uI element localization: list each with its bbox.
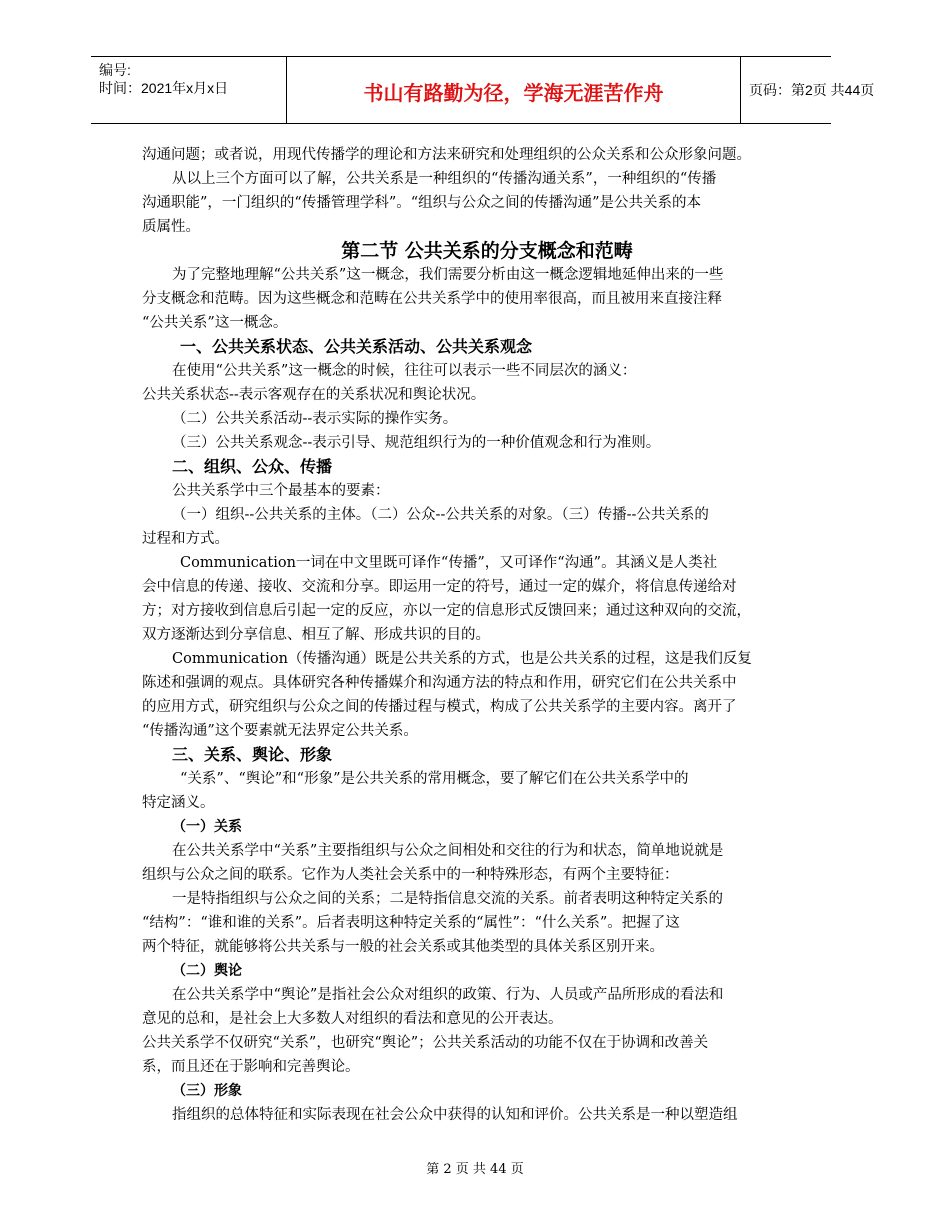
date-label: 时间：2021年x月x日	[99, 80, 229, 96]
paragraph: 双方逐渐达到分享信息、相互了解、形成共识的目的。	[142, 627, 490, 643]
paragraph: “关系”、“舆论”和“形象”是公共关系的常用概念，要了解它们在公共关系学中的	[180, 771, 689, 787]
paragraph: 一是特指组织与公众之间的关系；二是特指信息交流的关系。前者表明这种特定关系的	[172, 891, 723, 907]
header-motto: 书山有路勤为径，学海无涯苦作舟	[363, 81, 664, 105]
subheading-image: （三）形象	[172, 1083, 242, 1099]
paragraph: 组织与公众之间的联系。它作为人类社会关系中的一种特殊形态，有两个主要特征：	[142, 867, 679, 883]
page-footer: 第 2 页 共 44 页	[426, 1162, 524, 1177]
paragraph: 方；对方接收到信息后引起一定的反应，亦以一定的信息形式反馈回来；通过这种双向的交流，	[142, 603, 751, 619]
paragraph: 为了完整地理解“公共关系”这一概念，我们需要分析由这一概念逻辑地延伸出来的一些	[172, 267, 724, 283]
paragraph: 沟通问题；或者说，用现代传播学的理论和方法来研究和处理组织的公众关系和公众形象问题。	[142, 147, 751, 163]
paragraph: （一）组织--公共关系的主体。（二）公众--公共关系的对象。（三）传播--公共关系的	[172, 507, 709, 523]
heading-1: 一、公共关系状态、公共关系活动、公共关系观念	[180, 337, 533, 356]
paragraph: 指组织的总体特征和实际表现在社会公众中获得的认知和评价。公共关系是一种以塑造组	[172, 1107, 738, 1123]
paragraph: 在公共关系学中“舆论”是指社会公众对组织的政策、行为、人员或产品所形成的看法和	[172, 987, 724, 1003]
paragraph: 从以上三个方面可以了解，公共关系是一种组织的“传播沟通关系”，一种组织的“传播	[172, 171, 717, 187]
paragraph: （三）公共关系观念--表示引导、规范组织行为的一种价值观念和行为准则。	[172, 435, 661, 451]
header-page-info: 页码：第2页 共44页	[749, 82, 875, 98]
paragraph: 意见的总和，是社会上大多数人对组织的看法和意见的公开表达。	[142, 1011, 563, 1027]
page-header	[91, 56, 875, 124]
heading-3: 三、关系、舆论、形象	[172, 745, 333, 764]
paragraph: 在公共关系学中“关系”主要指组织与公众之间相处和交往的行为和状态，简单地说就是	[172, 843, 724, 859]
paragraph: Communication一词在中文里既可译作“传播”，又可译作“沟通”。其涵义是人类社	[180, 555, 718, 571]
paragraph: “结构”：“谁和谁的关系”。后者表明这种特定关系的“属性”：“什么关系”。把握了这	[142, 915, 680, 931]
paragraph: 过程和方式。	[142, 531, 229, 547]
paragraph: “传播沟通”这个要素就无法界定公共关系。	[142, 723, 418, 739]
header-page-cell	[741, 57, 875, 123]
paragraph: 的应用方式，研究组织与公众之间的传播过程与模式，构成了公共关系学的主要内容。离开了	[142, 699, 737, 715]
paragraph: 分支概念和范畴。因为这些概念和范畴在公共关系学中的使用率很高，而且被用来直接注释	[142, 291, 722, 307]
paragraph: Communication（传播沟通）既是公共关系的方式，也是公共关系的过程，这是我们反复	[172, 651, 752, 667]
document-body	[142, 143, 812, 1127]
paragraph: （二）公共关系活动--表示实际的操作实务。	[172, 411, 458, 427]
paragraph: 沟通职能”，一门组织的“传播管理学科”。“组织与公众之间的传播沟通”是公共关系的本	[142, 195, 702, 211]
paragraph: 在使用“公共关系”这一概念的时候，往往可以表示一些不同层次的涵义：	[172, 363, 637, 379]
paragraph: 会中信息的传递、接收、交流和分享。即运用一定的符号，通过一定的媒介，将信息传递给对	[142, 579, 737, 595]
header-meta	[91, 57, 286, 123]
subheading-relations: （一）关系	[172, 819, 242, 835]
paragraph: “公共关系”这一概念。	[142, 315, 288, 331]
paragraph: 公共关系学中三个最基本的要素：	[172, 483, 390, 499]
subheading-opinion: （二）舆论	[172, 963, 242, 979]
section-title: 第二节 公共关系的分支概念和范畴	[341, 240, 633, 262]
paragraph: 两个特征，就能够将公共关系与一般的社会关系或其他类型的具体关系区别开来。	[142, 939, 664, 955]
paragraph: 公共关系学不仅研究“关系”，也研究“舆论”；公共关系活动的功能不仅在于协调和改善关	[142, 1035, 709, 1051]
paragraph: 特定涵义。	[142, 795, 215, 811]
paragraph: 系，而且还在于影响和完善舆论。	[142, 1059, 360, 1075]
heading-2: 二、组织、公众、传播	[172, 457, 333, 476]
paragraph: 公共关系状态--表示客观存在的关系状况和舆论状况。	[142, 387, 486, 403]
paragraph: 质属性。	[142, 219, 200, 235]
header-motto-cell	[286, 57, 741, 123]
paragraph: 陈述和强调的观点。具体研究各种传播媒介和沟通方法的特点和作用，研究它们在公共关系中	[142, 675, 737, 691]
doc-number-label: 编号:	[99, 62, 131, 78]
